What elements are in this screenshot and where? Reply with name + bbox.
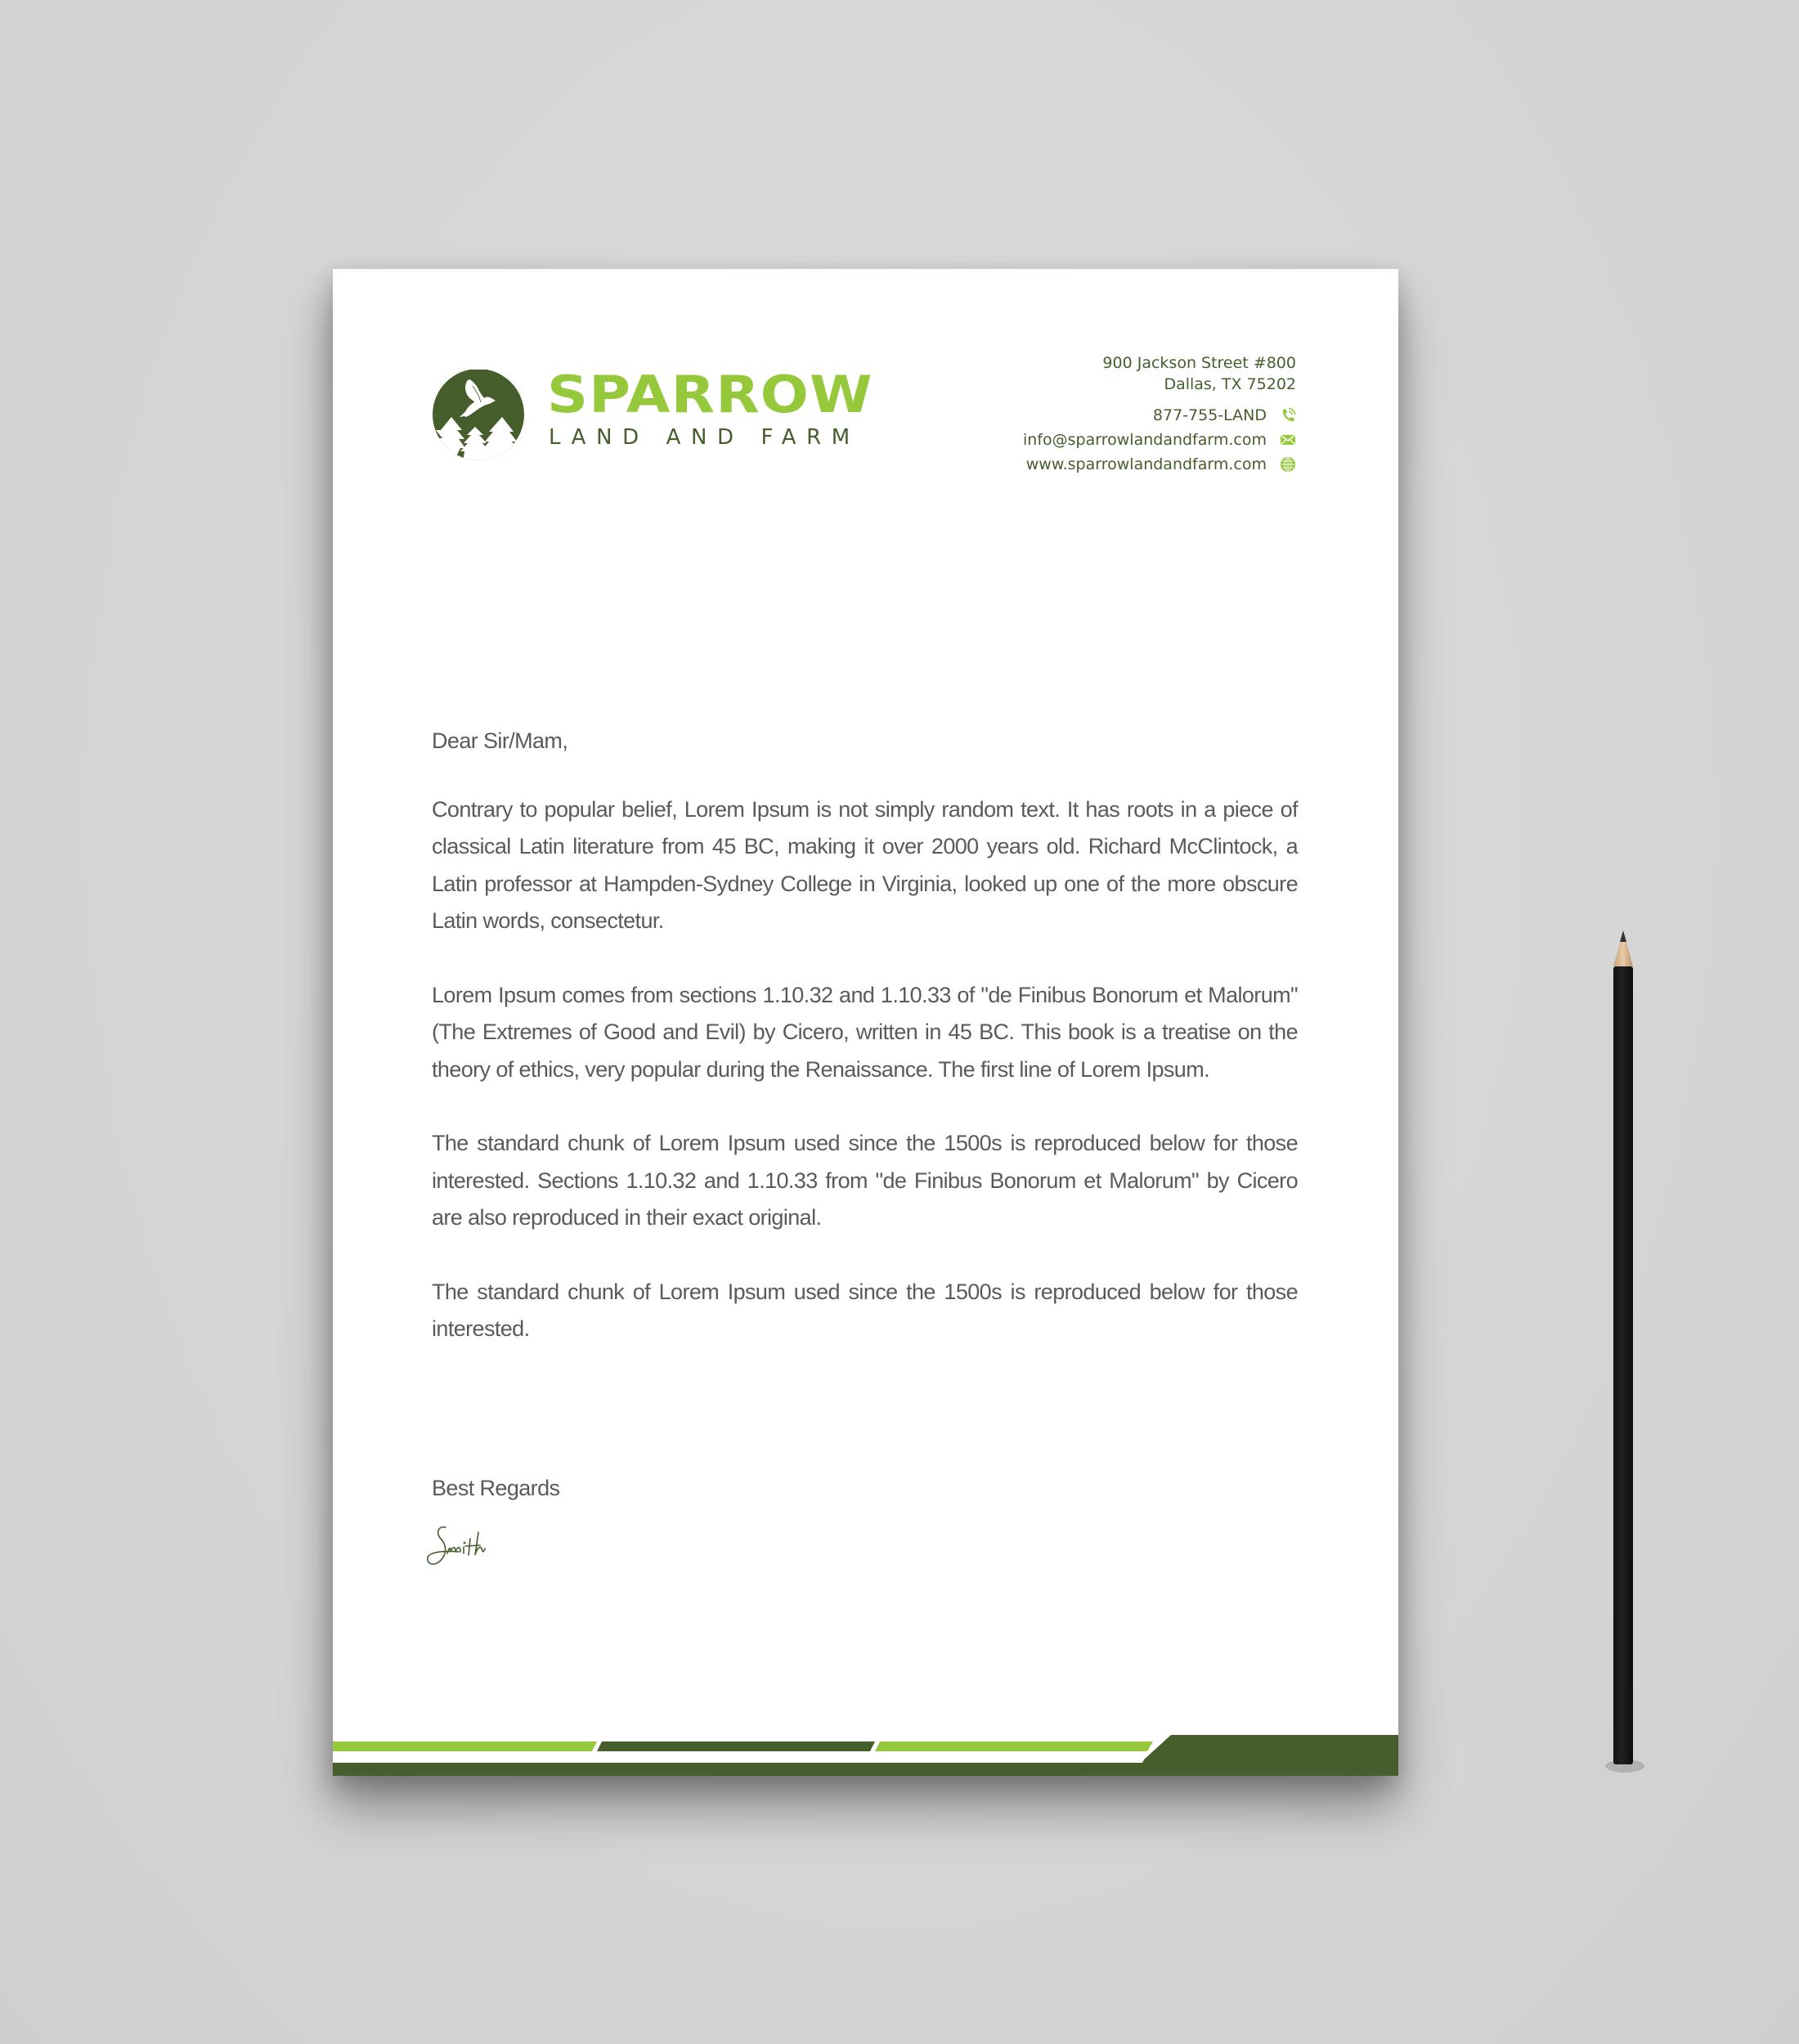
- address-line-1: 900 Jackson Street #800: [1102, 354, 1296, 372]
- letterhead-paper: [333, 269, 1398, 1776]
- paragraph-2: Lorem Ipsum comes from sections 1.10.32 and 1.10.33 of "de Finibus Bonorum et Malorum" (The Extremes of Good and Evil) by Cicero, written in 45 BC. This book is a treatise on the theory of ethics, very popular during the Renaissance. The first line of Lorem Ipsum.: [432, 982, 1298, 1082]
- brand-name: SPARROW: [547, 365, 873, 424]
- brand-tagline: LAND AND FARM: [549, 425, 860, 450]
- footer-stripes: [333, 1735, 1398, 1776]
- email-address[interactable]: info@sparrowlandandfarm.com: [1023, 431, 1267, 449]
- phone-row: [1023, 403, 1296, 428]
- sparrow-over-pine-trees-icon: [432, 370, 525, 463]
- paragraph-1: Contrary to popular belief, Lorem Ipsum is not simply random text. It has roots in a piece of classical Latin literature from 45 BC, making it over 2000 years old. Richard McClintock, a Latin professor at Hampden-Sydney College in Virginia, looked up one of the more obscure Latin words, consectetur.: [432, 796, 1298, 933]
- phone-number: 877-755-LAND: [1152, 406, 1267, 424]
- paragraph-3: The standard chunk of Lorem Ipsum used since the 1500s is reproduced below for those interested. Sections 1.10.32 and 1.10.33 from "de Finibus Bonorum et Malorum" by Cicero are also reproduced in their exact original.: [432, 1131, 1298, 1230]
- address-line-2: Dallas, TX 75202: [1164, 375, 1296, 393]
- envelope-icon: [1280, 432, 1296, 448]
- closing: Best Regards: [432, 1476, 560, 1500]
- brand-logo: [432, 365, 873, 468]
- signature: [426, 1524, 524, 1581]
- paragraph-4: The standard chunk of Lorem Ipsum used since the 1500s is reproduced below for those interested.: [432, 1279, 1298, 1341]
- pencil: [1599, 924, 1648, 1774]
- letter-body: [432, 723, 1298, 1385]
- globe-icon: [1280, 456, 1296, 473]
- website-url[interactable]: www.sparrowlandandfarm.com: [1025, 455, 1267, 473]
- website-row: [1023, 452, 1296, 477]
- contact-block: [1023, 352, 1296, 477]
- email-row: [1023, 428, 1296, 452]
- salutation: Dear Sir/Mam,: [432, 728, 568, 753]
- phone-icon: [1280, 407, 1296, 424]
